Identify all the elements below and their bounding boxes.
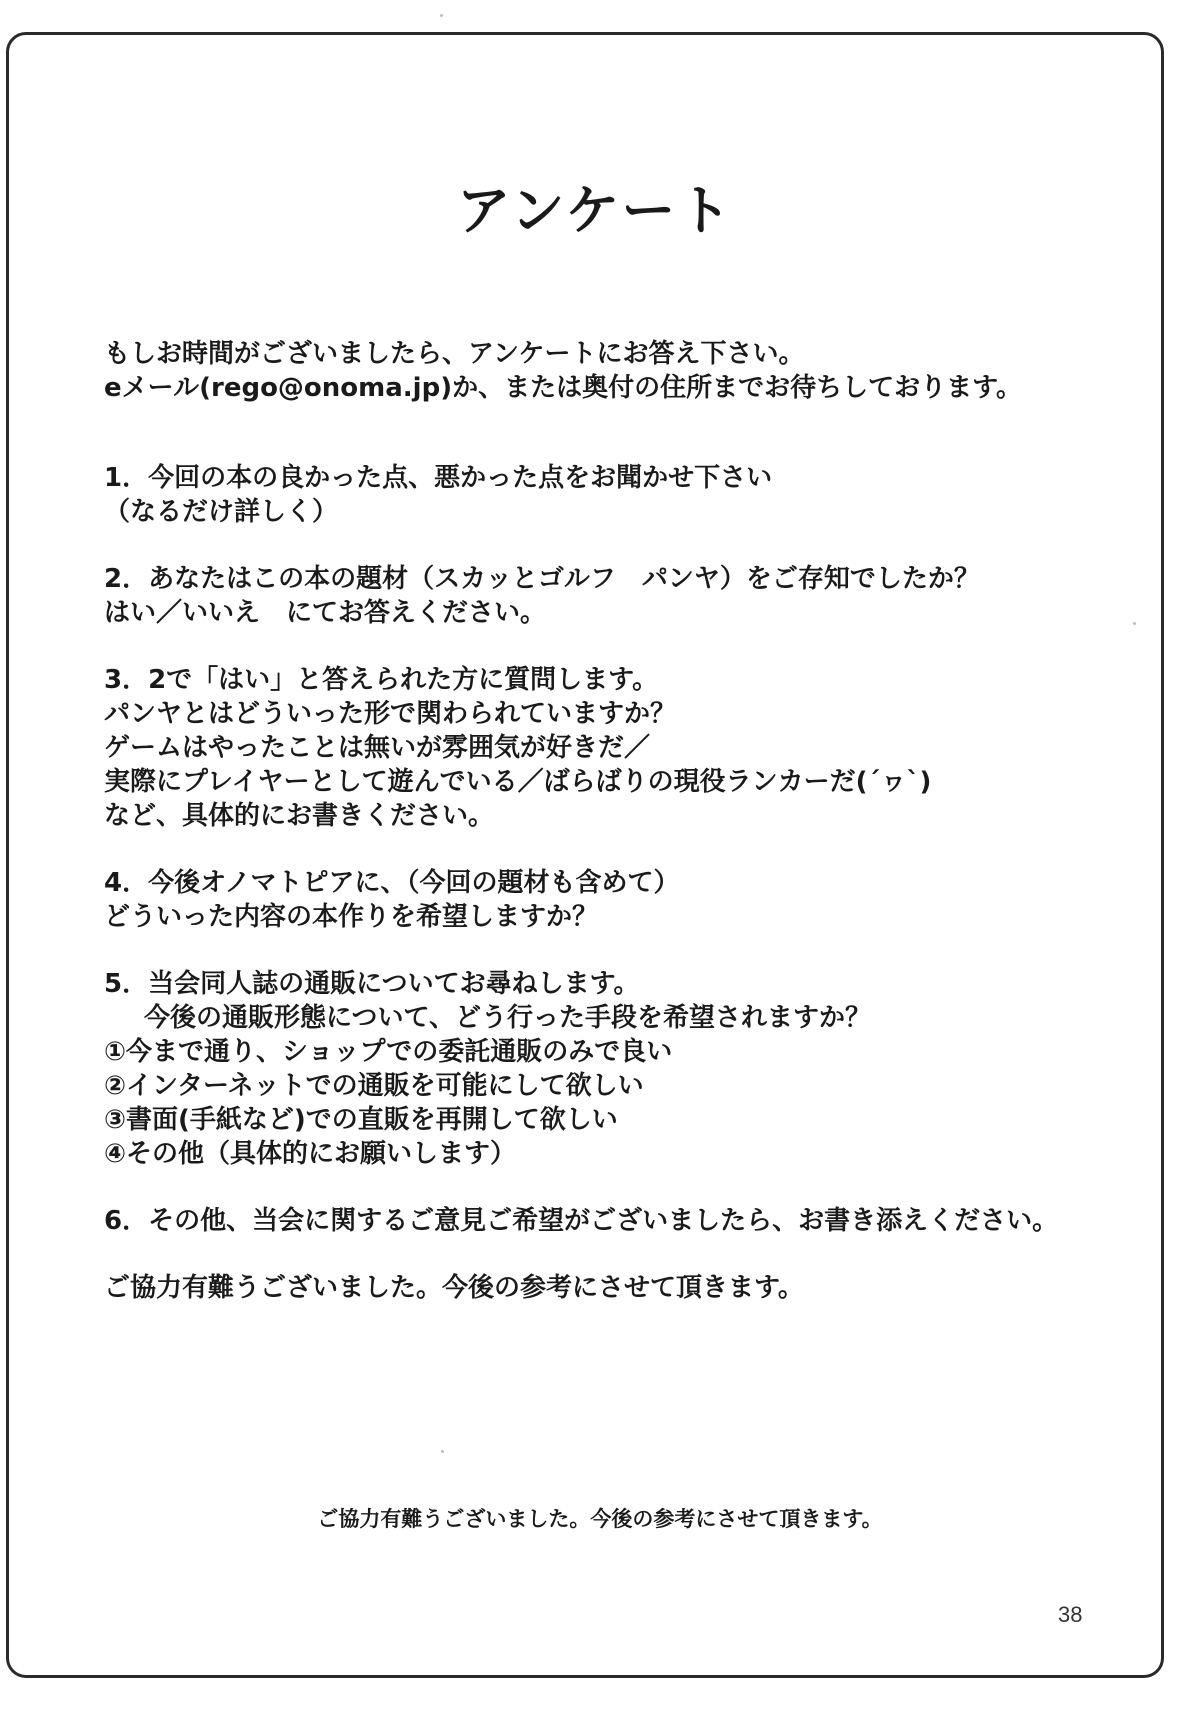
q4-line-1: 4．今後オノマトピアに、（今回の題材も含めて） [104,868,680,898]
q3-line-4: 実際にプレイヤーとして遊んでいる／ばらばりの現役ランカーだ(´ヮ`) [104,767,932,797]
thanks-message: ご協力有難うございました。今後の参考にさせて頂きます。 [104,1273,804,1303]
q5-option-1: ①今まで通り、ショップでの委託通販のみで良い [104,1037,673,1067]
thanks-footer: ご協力有難うございました。今後の参考にさせて頂きます。 [317,1507,883,1531]
q1-line-2: （なるだけ詳しく） [104,497,339,527]
q3-line-2: パンヤとはどういった形で関わられていますか？ [104,699,677,729]
page-number: 38 [1058,1602,1083,1627]
intro-line-1: もしお時間がございましたら、アンケートにお答え下さい。 [104,339,805,369]
q4-line-2: どういった内容の本作りを希望しますか？ [104,902,599,932]
q3-line-3: ゲームはやったことは無いが雰囲気が好きだ／ [104,733,651,763]
q2-line-1: 2．あなたはこの本の題材（スカッとゴルフ パンヤ）をご存知でしたか？ [104,564,980,594]
q1-line-1: 1．今回の本の良かった点、悪かった点をお聞かせ下さい [104,463,773,493]
q5-option-4: ④その他（具体的にお願いします） [104,1139,517,1169]
q3-line-5: など、具体的にお書きください。 [104,801,495,831]
scan-speck [1133,622,1136,625]
q5-option-3: ③書面(手紙など)での直販を再開して欲しい [104,1105,618,1135]
page-border-frame [6,32,1164,1678]
q5-heading: 5．当会同人誌の通販についてお尋ねします。 [104,969,640,999]
q3-line-1: 3．2で「はい」と答えられた方に質問します。 [104,665,659,695]
page-title: アンケート [456,179,734,242]
q5-subquestion: 今後の通販形態について、どう行った手段を希望されますか？ [144,1003,871,1033]
scan-speck [441,1450,444,1453]
q5-option-2: ②インターネットでの通販を可能にして欲しい [104,1071,644,1101]
q2-line-2: はい／いいえ にてお答えください。 [104,598,547,628]
scan-speck [440,14,443,17]
intro-line-2: eメール(rego@onoma.jp)か、または奥付の住所までお待ちしております。 [104,373,1023,403]
q6-line: 6．その他、当会に関するご意見ご希望がございましたら、お書き添えください。 [104,1206,1059,1236]
